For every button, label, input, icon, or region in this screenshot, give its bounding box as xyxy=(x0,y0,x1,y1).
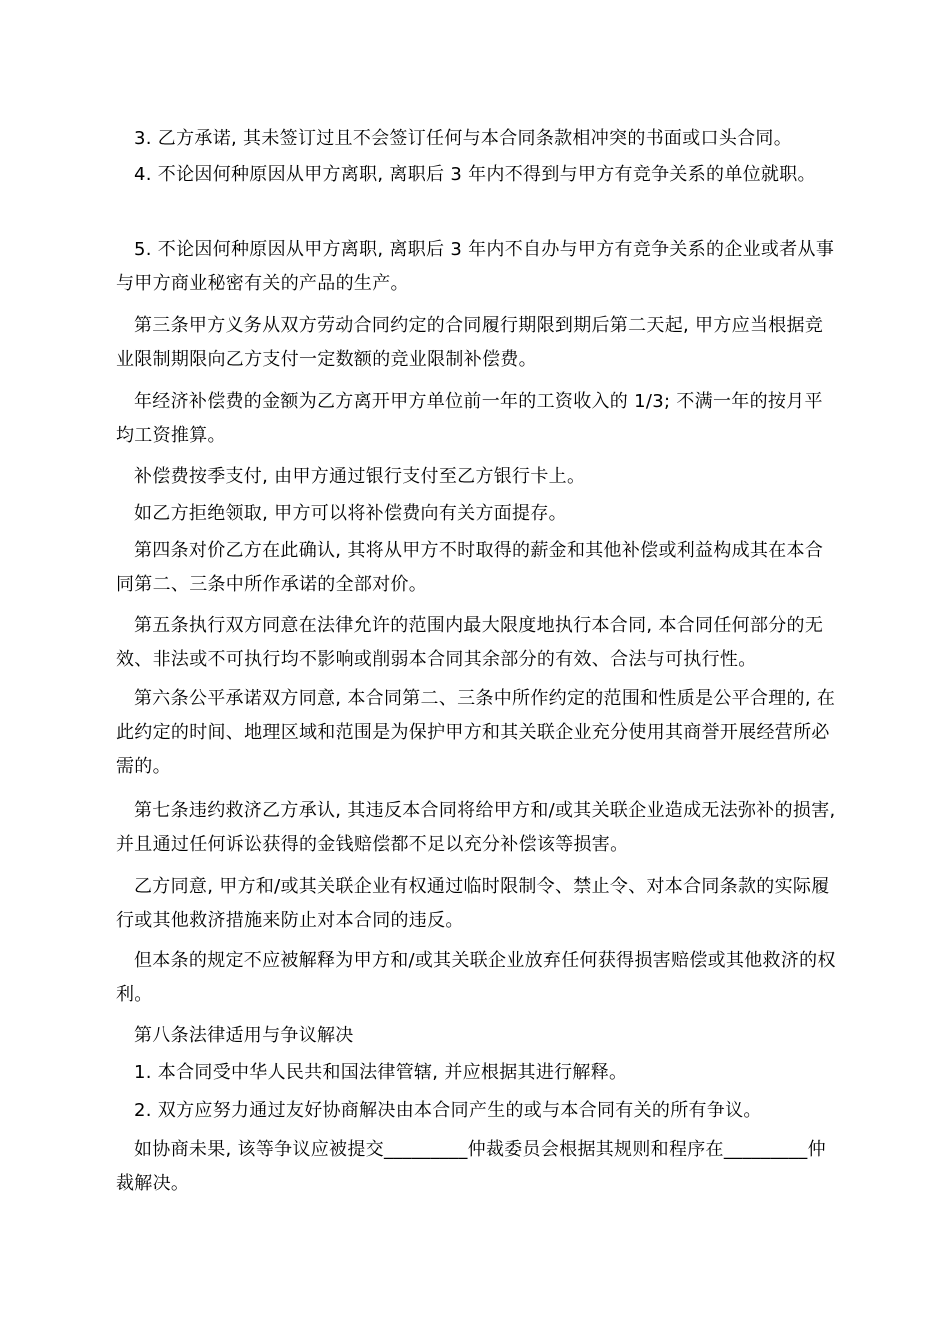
compensation-amount: 年经济补偿费的金额为乙方离开甲方单位前一年的工资收入的 1/3; 不满一年的按月平均工资推算。 xyxy=(116,391,823,446)
article-3: 第三条甲方义务从双方劳动合同约定的合同履行期限到期后第二天起, 甲方应当根据竞业限制期限向乙方支付一定数额的竞业限制补偿费。 xyxy=(116,315,824,370)
arbitration-blank-2: _________ xyxy=(723,1139,808,1160)
clause-item-1: 1. 本合同受中华人民共和国法律管辖, 并应根据其进行解释。 xyxy=(134,1062,628,1083)
remedy-consent: 乙方同意, 甲方和/或其关联企业有权通过临时限制令、禁止令、对本合同条款的实际履行或其他救济措施来防止对本合同的违反。 xyxy=(116,876,830,931)
article-5: 第五条执行双方同意在法律允许的范围内最大限度地执行本合同, 本合同任何部分的无效、非法或不可执行均不影响或削弱本合同其余部分的有效、合法与可执行性。 xyxy=(116,615,824,670)
article-4: 第四条对价乙方在此确认, 其将从甲方不时取得的薪金和其他补偿或利益构成其在本合同第二、三条中所作承诺的全部对价。 xyxy=(116,540,824,595)
remedy-limitation: 但本条的规定不应被解释为甲方和/或其关联企业放弃任何获得损害赔偿或其他救济的权利。 xyxy=(116,950,836,1005)
clause-item-4: 4. 不论因何种原因从甲方离职, 离职后 3 年内不得到与甲方有竞争关系的单位就职。 xyxy=(134,164,816,185)
article-8-heading: 第八条法律适用与争议解决 xyxy=(134,1025,354,1046)
arbitration-blank-1: _________ xyxy=(383,1139,468,1160)
compensation-deposit: 如乙方拒绝领取, 甲方可以将补偿费向有关方面提存。 xyxy=(134,503,567,524)
compensation-payment: 补偿费按季支付, 由甲方通过银行支付至乙方银行卡上。 xyxy=(134,466,586,487)
arbitration-clause xyxy=(116,1133,838,1201)
arbitration-text-1: 如协商未果, 该等争议应被提交 xyxy=(134,1139,384,1160)
article-6: 第六条公平承诺双方同意, 本合同第二、三条中所作约定的范围和性质是公平合理的, 在此约定的时间、地理区域和范围是为保护甲方和其关联企业充分使用其商誉开展经营所必需的。 xyxy=(116,688,836,777)
clause-item-2: 2. 双方应努力通过友好协商解决由本合同产生的或与本合同有关的所有争议。 xyxy=(134,1100,762,1121)
arbitration-text-3: 仲裁解决。 xyxy=(116,1139,826,1194)
clause-item-5: 5. 不论因何种原因从甲方离职, 离职后 3 年内不自办与甲方有竞争关系的企业或者从事与甲方商业秘密有关的产品的生产。 xyxy=(116,239,835,294)
clause-item-3: 3. 乙方承诺, 其未签订过且不会签订任何与本合同条款相冲突的书面或口头合同。 xyxy=(134,128,793,149)
article-7: 第七条违约救济乙方承认, 其违反本合同将给甲方和/或其关联企业造成无法弥补的损害, 并且通过任何诉讼获得的金钱赔偿都不足以充分补偿该等损害。 xyxy=(116,800,836,855)
arbitration-text-2: 仲裁委员会根据其规则和程序在 xyxy=(467,1139,724,1160)
